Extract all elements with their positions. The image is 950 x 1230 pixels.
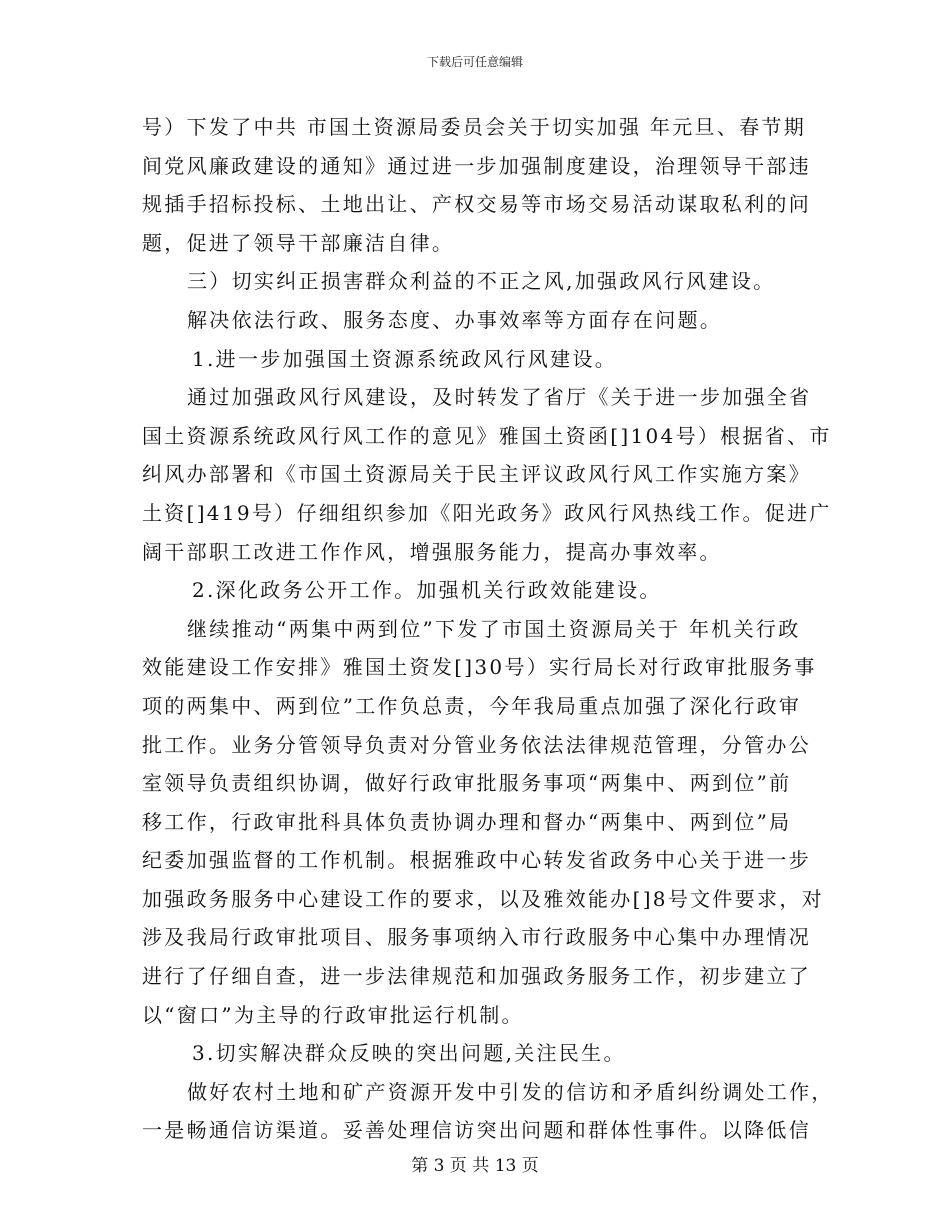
text-line: 效能建设工作安排》雅国土资发[]30号）实行局长对行政审批服务事	[142, 655, 817, 680]
text-line: 涉及我局行政审批项目、服务事项纳入市行政服务中心集中办理情况	[142, 925, 811, 950]
text-line: 国土资源系统政风行风工作的意见》雅国土资函[]104号）根据省、市	[142, 423, 832, 448]
page-footer: 第 3 页 共 13 页	[411, 1156, 539, 1176]
text-line: 纪委加强监督的工作机制。根据雅政中心转发省政务中心关于进一步	[142, 848, 811, 873]
text-line: 题，促进了领导干部廉洁自律。	[142, 230, 455, 255]
text-line: 土资[]419号）仔细组织参加《阳光政务》政风行风热线工作。促进广	[142, 500, 832, 525]
text-line: 规插手招标投标、土地出让、产权交易等市场交易活动谋取私利的问	[142, 192, 811, 217]
text-line: 三）切实纠正损害群众利益的不正之风,加强政风行风建设。	[187, 269, 776, 294]
text-line: 阔干部职工改进工作作风，增强服务能力，提高办事效率。	[142, 539, 722, 564]
text-line: 2.深化政务公开工作。加强机关行政效能建设。	[192, 578, 662, 603]
text-line: 做好农村土地和矿产资源开发中引发的信访和矛盾纠纷调处工作，	[187, 1079, 834, 1104]
text-line: 1.进一步加强国土资源系统政风行风建设。	[192, 346, 618, 371]
text-line: 加强政务服务中心建设工作的要求，以及雅效能办[]8号文件要求，对	[142, 886, 824, 911]
text-line: 3.切实解决群众反映的突出问题,关注民生。	[192, 1041, 626, 1066]
text-line: 室领导负责组织协调，做好行政审批服务事项“两集中、两到位”前	[142, 771, 792, 796]
text-line: 间党风廉政建设的通知》通过进一步加强制度建设，治理领导干部违	[142, 153, 811, 178]
document-body	[142, 108, 834, 1150]
text-line: 继续推动“两集中两到位”下发了市国土资源局关于 年机关行政	[187, 616, 801, 641]
text-line: 移工作，行政审批科具体负责协调办理和督办“两集中、两到位”局	[142, 809, 792, 834]
text-line: 批工作。业务分管领导负责对分管业务依法法律规范管理，分管办公	[142, 732, 811, 757]
text-line: 纠风办部署和《市国土资源局关于民主评议政风行风工作实施方案》	[142, 462, 811, 487]
text-line: 号）下发了中共 市国土资源局委员会关于切实加强 年元旦、春节期	[142, 115, 807, 139]
text-line: 一是畅通信访渠道。妥善处理信访突出问题和群体性事件。以降低信	[142, 1118, 811, 1143]
text-line: 通过加强政风行风建设，及时转发了省厅《关于进一步加强全省	[187, 385, 812, 410]
page-header: 下载后可任意编辑	[426, 55, 523, 69]
text-line: 以“窗口”为主导的行政审批运行机制。	[142, 1002, 524, 1027]
text-line: 进行了仔细自查，进一步法律规范和加强政务服务工作，初步建立了	[142, 964, 811, 989]
text-line: 项的两集中、两到位”工作负总责，今年我局重点加强了深化行政审	[142, 693, 802, 718]
text-line: 解决依法行政、服务态度、办事效率等方面存在问题。	[187, 307, 723, 332]
